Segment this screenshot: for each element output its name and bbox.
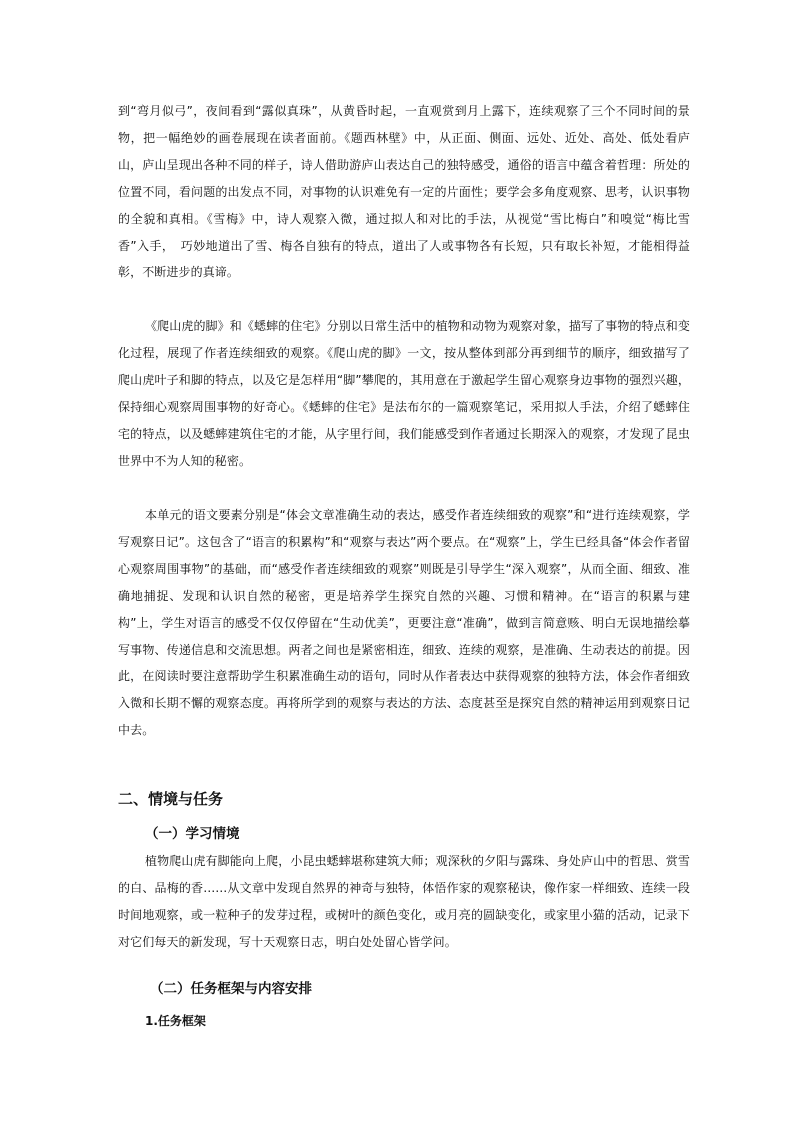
- paragraph-elements: 本单元的语文要素分别是“体会文章准确生动的表达，感受作者连续细致的观察”和“进行连续观察，学写观察日记”。这包含了“语言的积累构”和“观察与表达”两个要点。在“观察”上，学生已经具备“体会作者留心观察周围事物”的基础，而“感受作者连续细致的观察”则既是引导学生“深入观察”，从而全面、细致、准确地捕捉、发现和认识自然的秘密，更是培养学生探究自然的兴趣、习惯和精神。在“语言的积累与建构”上，学生对语言的感受不仅仅停留在“生动优美”，更要注意“准确”，做到言简意赅、明白无误地描绘摹写事物、传递信息和交流思想。两者之间也是紧密相连，细致、连续的观察，是准确、生动表达的前提。因此，在阅读时要注意帮助学生积累准确生动的语句，同时从作者表达中获得观察的独特方法，体会作者细致入微和长期不懈的观察态度。再将所学到的观察与表达的方法、态度甚至是探究自然的精神运用到观察日记中去。: [118, 508, 690, 738]
- item-heading-task-framework: 1.任务框架: [145, 1014, 206, 1028]
- subheading-task-framework: （二）任务框架与内容安排: [150, 981, 312, 997]
- section-heading-context-task: 二、情境与任务: [118, 790, 224, 808]
- paragraph-texts: 《爬山虎的脚》和《蟋蟀的住宅》分别以日常生活中的植物和动物为观察对象，描写了事物的特点和变化过程，展现了作者连续细致的观察。《爬山虎的脚》一文，按从整体到部分再到细节的顺序，细致描写了爬山虎叶子和脚的特点，以及它是怎样用“脚”攀爬的，其用意在于激起学生留心观察身边事物的强烈兴趣，保持细心观察周围事物的好奇心。《蟋蟀的住宅》是法布尔的一篇观察笔记，采用拟人手法，介绍了蟋蟀住宅的特点，以及蟋蟀建筑住宅的才能，从字里行间，我们能感受到作者通过长期深入的观察，才发现了昆虫世界中不为人知的秘密。: [118, 319, 690, 468]
- subheading-learning-context: （一）学习情境: [145, 826, 240, 842]
- paragraph-poems: 到“弯月似弓”，夜间看到“露似真珠”，从黄昏时起，一直观赏到月上露下，连续观察了三个不同时间的景物，把一幅绝妙的画卷展现在读者面前。《题西林壁》中，从正面、侧面、远处、近处、高处、低处看庐山，庐山呈现出各种不同的样子，诗人借助游庐山表达自己的独特感受，通俗的语言中蕴含着哲理：所处的位置不同，看问题的出发点不同，对事物的认识难免有一定的片面性；要学会多角度观察、思考，认识事物的全貌和真相。《雪梅》中，诗人观察入微，通过拟人和对比的手法，从视觉“雪比梅白”和嗅觉“梅比雪香”入手， 巧妙地道出了雪、梅各自独有的特点，道出了人或事物各有长短，只有取长补短，才能相得益彰，不断进步的真谛。: [118, 104, 690, 280]
- paragraph-learning-context: 植物爬山虎有脚能向上爬，小昆虫蟋蟀堪称建筑大师；观深秋的夕阳与露珠、身处庐山中的哲思、赏雪的白、品梅的香……从文章中发现自然界的神奇与独特，体悟作家的观察秘诀，像作家一样细致、连续一段时间地观察，或一粒种子的发芽过程，或树叶的颜色变化，或月亮的圆缺变化，或家里小猫的活动，记录下对它们每天的新发现，写十天观察日志，明白处处留心皆学问。: [118, 854, 690, 949]
